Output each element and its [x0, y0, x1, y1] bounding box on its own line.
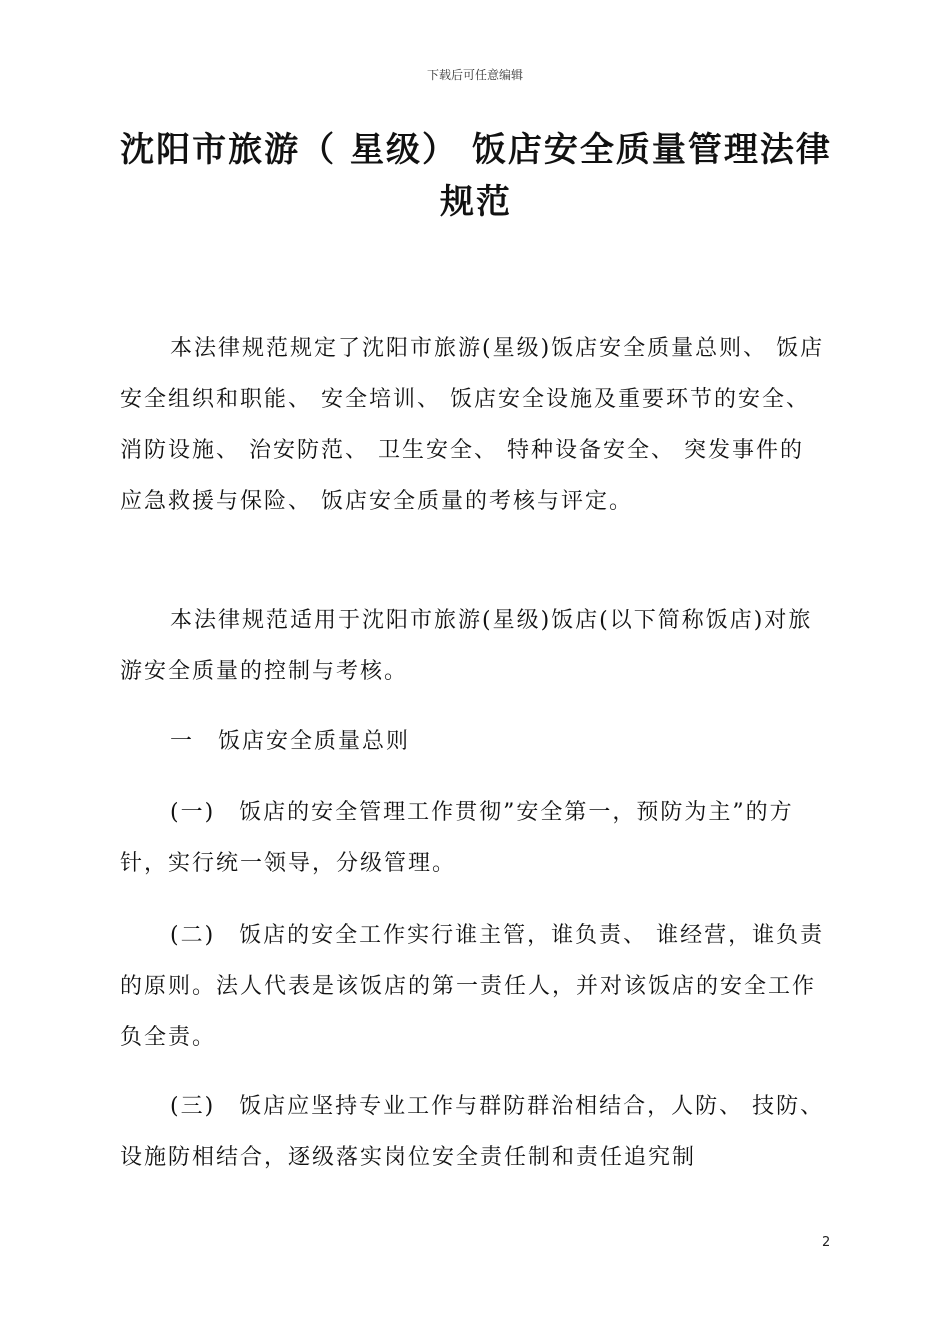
section-heading: 一 饭店安全质量总则: [170, 729, 411, 754]
clause-1: (一) 饭店的安全管理工作贯彻”安全第一，预防为主”的方针，实行统一领导，分级管理。: [120, 800, 794, 876]
clause-3: (三) 饭店应坚持专业工作与群防群治相结合，人防、 技防、 设施防相结合，逐级落实岗位安全责任制和责任追究制: [120, 1094, 825, 1170]
paragraph-scope: 本法律规范规定了沈阳市旅游(星级)饭店安全质量总则、 饭店安全组织和职能、 安全培训、 饭店安全设施及重要环节的安全、 消防设施、 治安防范、 卫生安全、 特种设备安全、 突发事件的应急救援与保险、 饭店安全质量的考核与评定。: [120, 336, 825, 514]
paragraph-applicability: 本法律规范适用于沈阳市旅游(星级)饭店(以下简称饭店)对旅游安全质量的控制与考核。: [120, 608, 813, 684]
page-number: 2: [822, 1235, 831, 1250]
clause-2: (二) 饭店的安全工作实行谁主管，谁负责、 谁经营，谁负责的原则。法人代表是该饭店的第一责任人，并对该饭店的安全工作负全责。: [120, 923, 825, 1050]
document-title: 沈阳市旅游（ 星级） 饭店安全质量管理法律规范: [120, 130, 832, 222]
header-note: 下载后可任意编辑: [426, 68, 523, 82]
